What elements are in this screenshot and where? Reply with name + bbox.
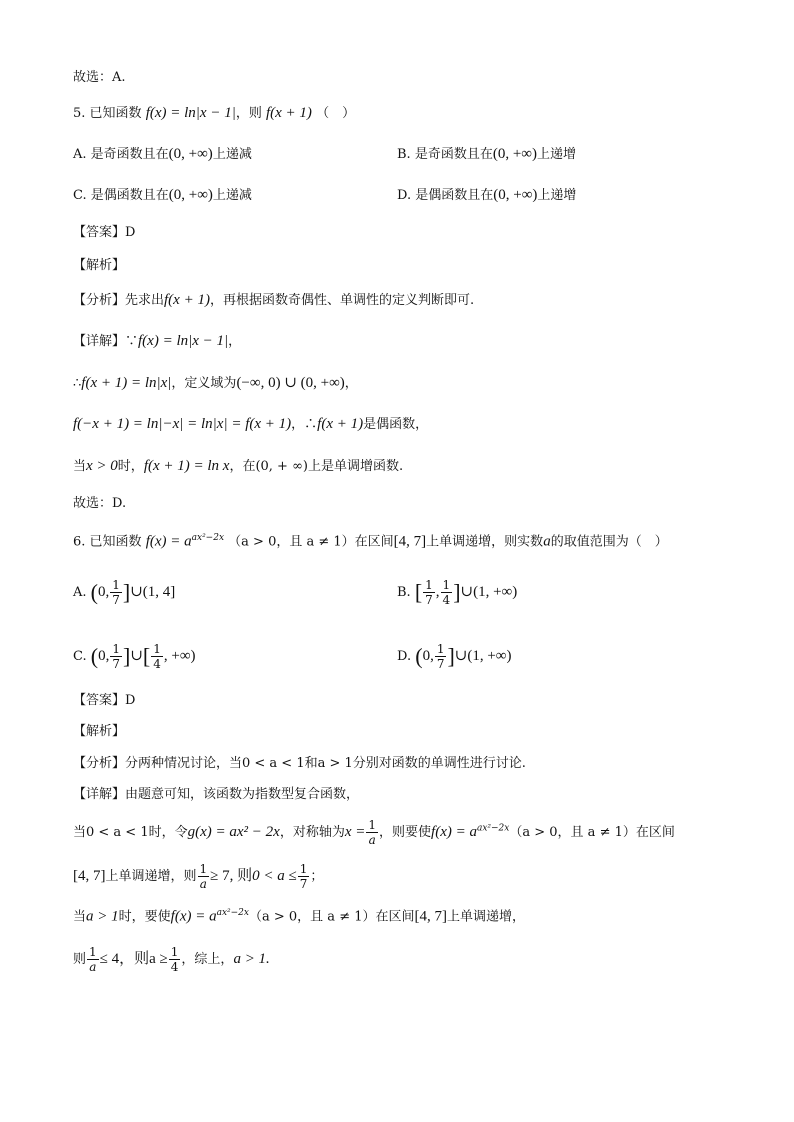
text: 上单调递增，	[447, 909, 526, 925]
text: ，在(0, + ∞)上是单调增函数.	[229, 459, 404, 474]
text: 6. 已知函数	[73, 534, 142, 550]
text: 上递增	[536, 147, 576, 162]
q5-step-3	[73, 456, 403, 477]
math-expression: f(x) = ln|x − 1|	[138, 333, 229, 349]
math-expression: f(x + 1)	[317, 416, 364, 432]
text: 当0 < a < 1时，令	[73, 825, 188, 840]
q6-step-2	[73, 862, 323, 891]
option-label: D.	[397, 649, 412, 664]
text: 【详解】由题意可知，该函数为指数型复合函数，	[73, 787, 360, 802]
math-expression: (−∞, 0) ∪ (0, +∞)	[236, 375, 345, 391]
text: ；	[310, 869, 324, 884]
q6-answer	[73, 691, 135, 711]
q6-analysis-heading	[73, 722, 125, 742]
text: ∴	[73, 376, 82, 391]
text: ，则要使	[379, 825, 432, 840]
text: 上单调递增，则	[105, 869, 197, 884]
prev-choice-line	[73, 68, 126, 88]
math-expression: f(x) = a	[431, 824, 477, 840]
q6-step-4	[73, 945, 270, 974]
q6-fenxi	[73, 754, 526, 774]
q5-answer	[73, 223, 135, 243]
q6-step-3	[73, 903, 525, 927]
q6-option-a: A. (0, $\frac{1}{7}$ ]∪(1, 4]	[73, 578, 176, 607]
text: （a > 0，且 a ≠ 1）在区间	[509, 825, 675, 840]
q6-option-d: D. (0, $\frac{1}{7}$ ]∪(1, +∞)	[397, 642, 512, 671]
text: ，对称轴为	[279, 825, 345, 840]
math-expression: ≤ 4，则	[99, 951, 150, 967]
text: ，则	[235, 106, 262, 121]
math-expression: (0, +∞)	[492, 146, 537, 162]
math-expression: f(x) = a	[145, 533, 192, 550]
text: 上单调递增，则实数	[426, 534, 544, 550]
text: B. 是奇函数且在	[397, 147, 493, 162]
math-expression: [4, 7]	[393, 533, 427, 550]
math-expression: g(x) = ax² − 2x	[187, 824, 280, 840]
text: 5. 已知函数	[73, 106, 142, 121]
math-expression: (0, +∞)	[168, 146, 213, 162]
fraction: $\frac{1}{7}$	[112, 578, 120, 607]
math-expression: a > 1.	[233, 951, 270, 967]
text: 【分析】分两种情况讨论，当0 < a < 1和a > 1分别对函数的单调性进行讨论.	[73, 756, 526, 771]
text: ，	[344, 376, 358, 391]
math-expression: f(x) = ln|x − 1|	[145, 105, 236, 121]
q5-option-a	[73, 144, 252, 165]
exponent: ax²−2x	[216, 908, 249, 918]
text: 【详解】∵	[73, 334, 139, 349]
math-expression: f(x + 1)	[265, 105, 312, 121]
text: 【解析】	[73, 258, 126, 273]
text: 时，	[117, 459, 144, 474]
fraction: $\frac{1}{7}$	[112, 642, 120, 671]
math-expression: 0 < a ≤	[252, 868, 297, 884]
q5-stem	[73, 103, 355, 124]
math-number: 0	[98, 648, 106, 664]
math-expression: f(x + 1)	[164, 292, 210, 308]
text: A. 是奇函数且在	[73, 147, 169, 162]
text: 当	[73, 909, 87, 925]
q5-detail	[73, 331, 241, 352]
text: ，综上，	[181, 952, 234, 967]
math-expression: (0, +∞)	[168, 187, 213, 203]
fraction: $\frac{1}{4}$	[153, 642, 161, 671]
fraction: $\frac{1}{a}$	[89, 945, 97, 974]
text: 上递减	[212, 188, 252, 203]
q6-option-b: B. [ $\frac{1}{7}$ , $\frac{1}{4}$ ]∪(1, +∞)	[397, 578, 518, 607]
q5-option-c	[73, 185, 252, 206]
math-expression: x > 0	[86, 458, 118, 474]
q5-fenxi	[73, 290, 474, 311]
math-number: 0	[422, 648, 431, 664]
math-expression: a > 1	[86, 908, 119, 925]
text: 当	[73, 459, 87, 474]
q6-stem	[73, 528, 668, 552]
text: 上递减	[212, 147, 252, 162]
q6-step-1	[73, 818, 675, 847]
math-expression: f(x) = a	[170, 908, 217, 925]
text: ，定义域为	[171, 376, 237, 391]
text: 【分析】先求出	[73, 293, 165, 308]
option-label: B.	[397, 585, 411, 600]
text: ，∴	[291, 417, 318, 432]
math-expression: f(x + 1) = ln|x|	[81, 375, 172, 391]
math-expression: a ≥	[149, 951, 168, 967]
q5-option-b	[397, 144, 576, 165]
fraction: $\frac{1}{a}$	[368, 818, 377, 847]
text: 故选：A.	[73, 70, 126, 85]
text: ，	[228, 334, 242, 349]
math-expression: [4, 7]	[414, 908, 447, 925]
exponent: ax²−2x	[191, 533, 225, 543]
q5-analysis-heading	[73, 256, 125, 276]
text: 的取值范围为（ ）	[550, 534, 668, 550]
text: 【答案】D	[73, 693, 136, 708]
fraction: $\frac{1}{7}$	[425, 578, 433, 607]
fraction: $\frac{1}{7}$	[436, 642, 445, 671]
q6-option-c: C. (0, $\frac{1}{7}$ ]∪[ $\frac{1}{4}$ , +∞)	[73, 642, 196, 671]
text: 时，要使	[118, 909, 171, 925]
math-expression: f(x + 1) = ln x	[143, 458, 230, 474]
text: 则	[73, 952, 87, 967]
math-expression: (0, +∞)	[493, 187, 538, 203]
text: ，再根据函数奇偶性、单调性的定义判断即可.	[209, 293, 475, 308]
math-expression: ∪(1, +∞)	[460, 584, 518, 600]
q5-option-d	[397, 185, 576, 206]
option-label: A.	[73, 585, 87, 600]
q6-detail	[73, 785, 359, 805]
math-variable: a	[543, 533, 551, 550]
text: 上递增	[537, 188, 577, 203]
answer-blank: （ ）	[316, 106, 356, 121]
math-expression: ∪(1, 4]	[130, 584, 176, 600]
q5-step-2	[73, 414, 428, 435]
text: 故选：D.	[73, 496, 127, 511]
text: C. 是偶函数且在	[73, 188, 169, 203]
fraction: $\frac{1}{4}$	[170, 945, 179, 974]
math-expression: ∪(1, +∞)	[454, 648, 512, 664]
q5-step-1	[73, 373, 358, 394]
math-expression: x =	[344, 824, 366, 840]
text: （a > 0，且 a ≠ 1）在区间	[228, 534, 394, 550]
fraction: $\frac{1}{4}$	[442, 578, 451, 607]
text: D. 是偶函数且在	[397, 188, 494, 203]
fraction: $\frac{1}{a}$	[199, 862, 208, 891]
q5-final-choice	[73, 494, 126, 514]
text: （a > 0，且 a ≠ 1）在区间	[249, 909, 415, 925]
option-label: C.	[73, 649, 87, 664]
math-expression: , +∞)	[163, 648, 196, 664]
fraction: $\frac{1}{7}$	[299, 862, 308, 891]
math-expression: ≥ 7, 则	[210, 868, 253, 884]
math-number: 0	[98, 584, 106, 600]
text: 是偶函数，	[363, 417, 429, 432]
text: 【解析】	[73, 724, 126, 739]
math-expression: f(−x + 1) = ln|−x| = ln|x| = f(x + 1)	[73, 416, 292, 432]
text: 【答案】D	[73, 225, 136, 240]
math-expression: [4, 7]	[73, 868, 106, 884]
exponent: ax²−2x	[476, 823, 510, 834]
